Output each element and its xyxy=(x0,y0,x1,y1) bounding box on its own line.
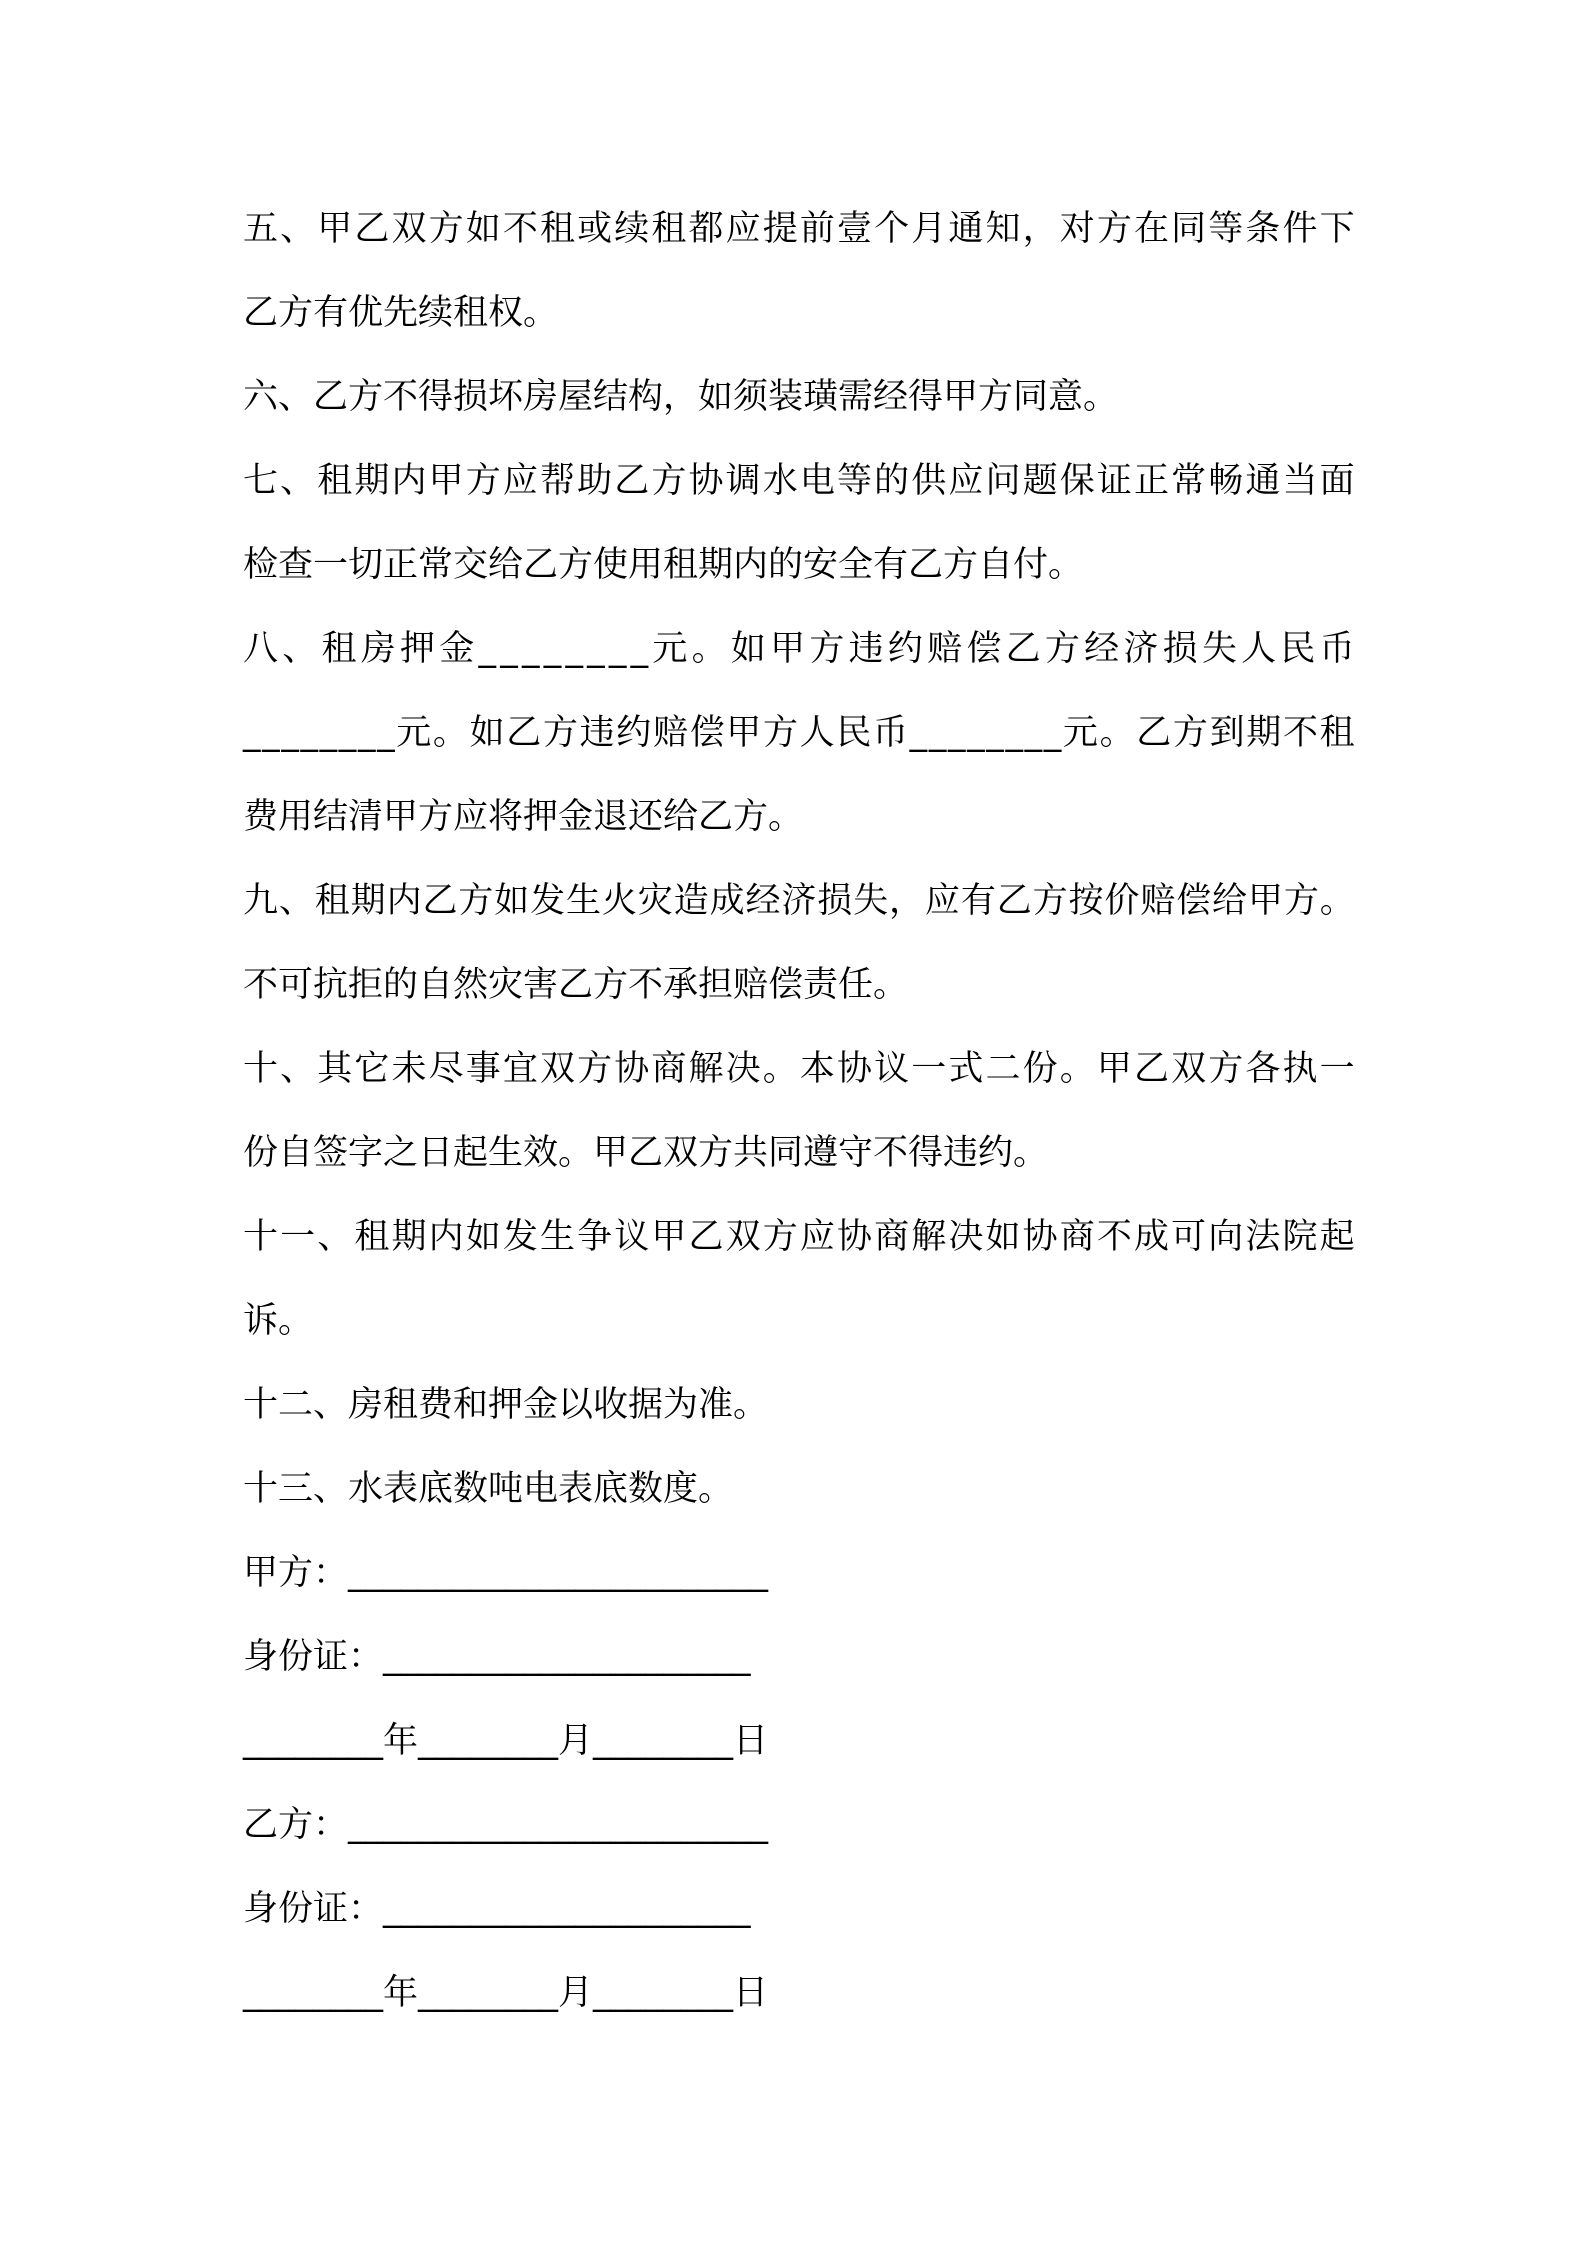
party-a-signature-line: 甲方：________________________ xyxy=(243,1553,769,1593)
clause-13-line-1: 十三、水表底数吨电表底数度。 xyxy=(243,1469,734,1509)
clause-9-line-1: 九 、 租 期 内 乙 方 如 发 生 火 灾 造 成 经 济 损 失 ， 应 有 乙 方 按 价 赔 偿 给 甲 方 。 xyxy=(243,881,1355,921)
clause-6-line-1: 六、乙方不得损坏房屋结构，如须装璜需经得甲方同意。 xyxy=(243,377,1119,417)
clause-9-line-2: 不可抗拒的自然灾害乙方不承担赔偿责任。 xyxy=(243,965,909,1005)
clause-5-line-1: 五 、 甲 乙 双 方 如 不 租 或 续 租 都 应 提 前 壹 个 月 通 知 ， 对 方 在 同 等 条 件 下 xyxy=(243,209,1355,249)
clause-5-line-2: 乙方有优先续租权。 xyxy=(243,293,559,333)
party-b-id-line: 身份证：_____________________ xyxy=(243,1889,751,1929)
clause-8-line-1: 八 、 租 房 押 金 _ _ _ _ _ _ _ _ 元 。 如 甲 方 违 约 赔 偿 乙 方 经 济 损 失 人 民 币 xyxy=(243,629,1355,669)
clause-7-line-1: 七 、 租 期 内 甲 方 应 帮 助 乙 方 协 调 水 电 等 的 供 应 问 题 保 证 正 常 畅 通 当 面 xyxy=(243,461,1355,501)
clause-7-line-2: 检查一切正常交给乙方使用租期内的安全有乙方自付。 xyxy=(243,545,1084,585)
clause-11-line-1: 十 一 、 租 期 内 如 发 生 争 议 甲 乙 双 方 应 协 商 解 决 如 协 商 不 成 可 向 法 院 起 xyxy=(243,1217,1355,1257)
party-b-date-line: ________年________月________日 xyxy=(243,1973,769,2013)
clause-10-line-1: 十 、 其 它 未 尽 事 宜 双 方 协 商 解 决 。 本 协 议 一 式 二 份 。 甲 乙 双 方 各 执 一 xyxy=(243,1049,1355,1089)
party-a-date-line: ________年________月________日 xyxy=(243,1721,769,1761)
party-b-signature-line: 乙方：________________________ xyxy=(243,1805,769,1845)
clause-8-line-2: _ _ _ _ _ _ _ _ 元 。 如 乙 方 违 约 赔 偿 甲 方 人 民 币 _ _ _ _ _ _ _ _ 元 。 乙 方 到 期 不 租 xyxy=(243,713,1355,753)
clause-12-line-1: 十二、房租费和押金以收据为准。 xyxy=(243,1385,769,1425)
clause-11-line-2: 诉。 xyxy=(243,1301,314,1341)
clause-8-line-3: 费用结清甲方应将押金退还给乙方。 xyxy=(243,797,804,837)
party-a-id-line: 身份证：_____________________ xyxy=(243,1637,751,1677)
clause-10-line-2: 份自签字之日起生效。甲乙双方共同遵守不得违约。 xyxy=(243,1133,1049,1173)
